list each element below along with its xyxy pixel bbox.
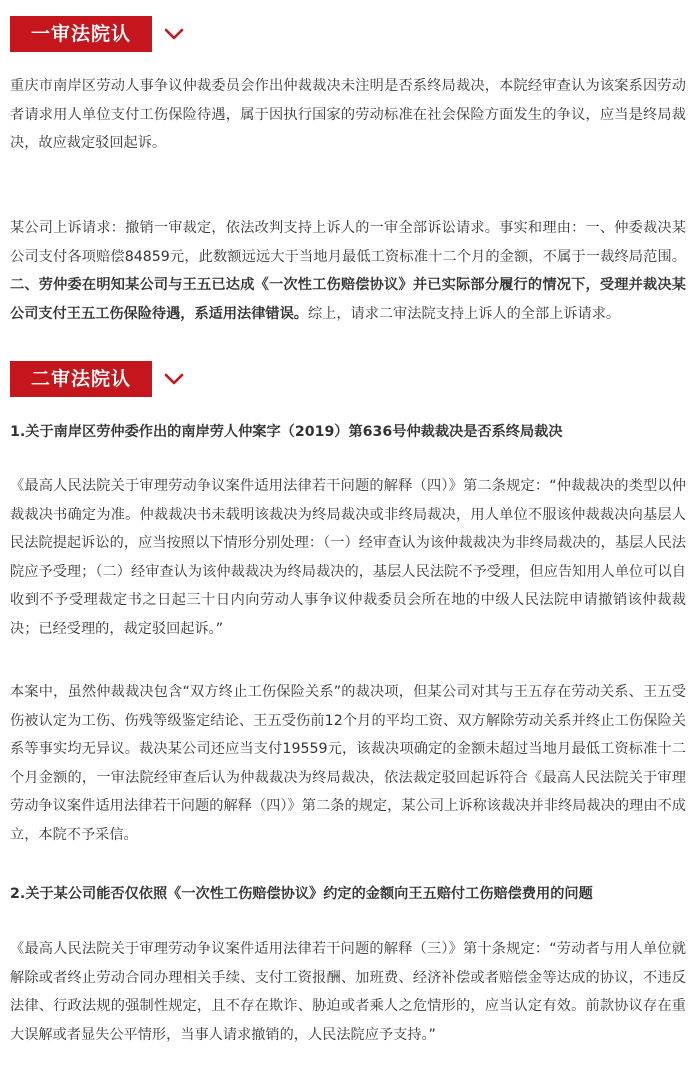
section-header-first-instance: [10, 16, 184, 81]
appeal-text-bold: 二、劳仲委在明知某公司与王五已达成《一次性工伤赔偿协议》并已实际部分履行的情况下，受理并裁决某公司支付王五工伤保险待遇，系适用法律错误。: [10, 277, 686, 322]
appeal-text-start: 某公司上诉请求：撤销一审裁定，依法改判支持上诉人的一审全部诉讼请求。事实和理由：一、仲委裁决某公司支付各项赔偿84859元，此数额远远大于当地月最低工资标准十二个月的金额，不属于一裁终局范围。: [10, 220, 686, 265]
paragraph-interpretation-four: 《最高人民法院关于审理劳动争议案件适用法律若干问题的解释（四）》第二条规定：“仲裁裁决的类型以仲裁裁决书确定为准。仲裁裁决书未载明该裁决为终局裁决或非终局裁决，用人单位不服该仲裁裁决向基层人民法院提起诉讼的，应当按照以下情形分别处理：（一）经审查认为该仲裁裁决为非终局裁决的，基层人民法院应予受理；（二）经审查认为该仲裁裁决为终局裁决的，基层人民法院不予受理，但应告知用人单位可以自收到不予受理裁定书之日起三十日内向劳动人事争议仲裁委员会所在地的中级人民法院申请撤销该仲裁裁决；已经受理的，裁定驳回起诉。”: [10, 478, 686, 637]
appeal-text-end: 综上，请求二审法院支持上诉人的全部上诉请求。: [307, 305, 621, 322]
paragraph-case-analysis: 本案中，虽然仲裁裁决包含“双方终止工伤保险关系”的裁决项，但某公司对其与王五存在劳动关系、王五受伤被认定为工伤、伤残等级鉴定结论、王五受伤前12个月的平均工资、双方解除劳动关系并终止工伤保险关系等事实均无异议。裁决某公司还应当支付19559元，该裁决项确定的金额未超过当地月最低工资标准十二个月金额的，一审法院经审查后认为仲裁裁决为终局裁决，依法裁定驳回起诉符合《最高人民法院关于审理劳动争议案件适用法律若干问题的解释（四）》第二条的规定，某公司上诉称该裁决并非终局裁决的理由不成立，本院不予采信。: [10, 684, 686, 843]
section-title-first-instance: 一审法院认为: [10, 16, 152, 52]
paragraph-first-instance-ruling: 重庆市南岸区劳动人事争议仲裁委员会作出仲裁裁决未注明是否系终局裁决，本院经审查认为该案系因劳动者请求用人单位支付工伤保险待遇，属于因执行国家的劳动标准在社会保险方面发生的争议，应当是终局裁决，故应裁定驳回起诉。: [10, 78, 686, 151]
chevron-down-icon: [164, 372, 184, 386]
paragraph-appeal-request: [10, 214, 686, 328]
paragraph-interpretation-three: 《最高人民法院关于审理劳动争议案件适用法律若干问题的解释（三）》第十条规定：“劳动者与用人单位就解除或者终止劳动合同办理相关手续、支付工资报酬、加班费、经济补偿或者赔偿金等达成的协议，不违反法律、行政法规的强制性规定，且不存在欺诈、胁迫或者乘人之危情形的，应当认定有效。前款协议存在重大误解或者显失公平情形，当事人请求撤销的，人民法院应予支持。”: [10, 941, 686, 1043]
chevron-down-icon: [164, 27, 184, 41]
subheading-issue-2: 2.关于某公司能否仅依照《一次性工伤赔偿协议》约定的金额向王五赔付工伤赔偿费用的问题: [10, 886, 593, 902]
section-title-second-instance: 二审法院认为: [10, 361, 152, 397]
section-header-second-instance: [10, 361, 184, 426]
subheading-issue-1: 1.关于南岸区劳仲委作出的南岸劳人仲案字（2019）第636号仲裁裁决是否系终局裁决: [10, 424, 563, 440]
